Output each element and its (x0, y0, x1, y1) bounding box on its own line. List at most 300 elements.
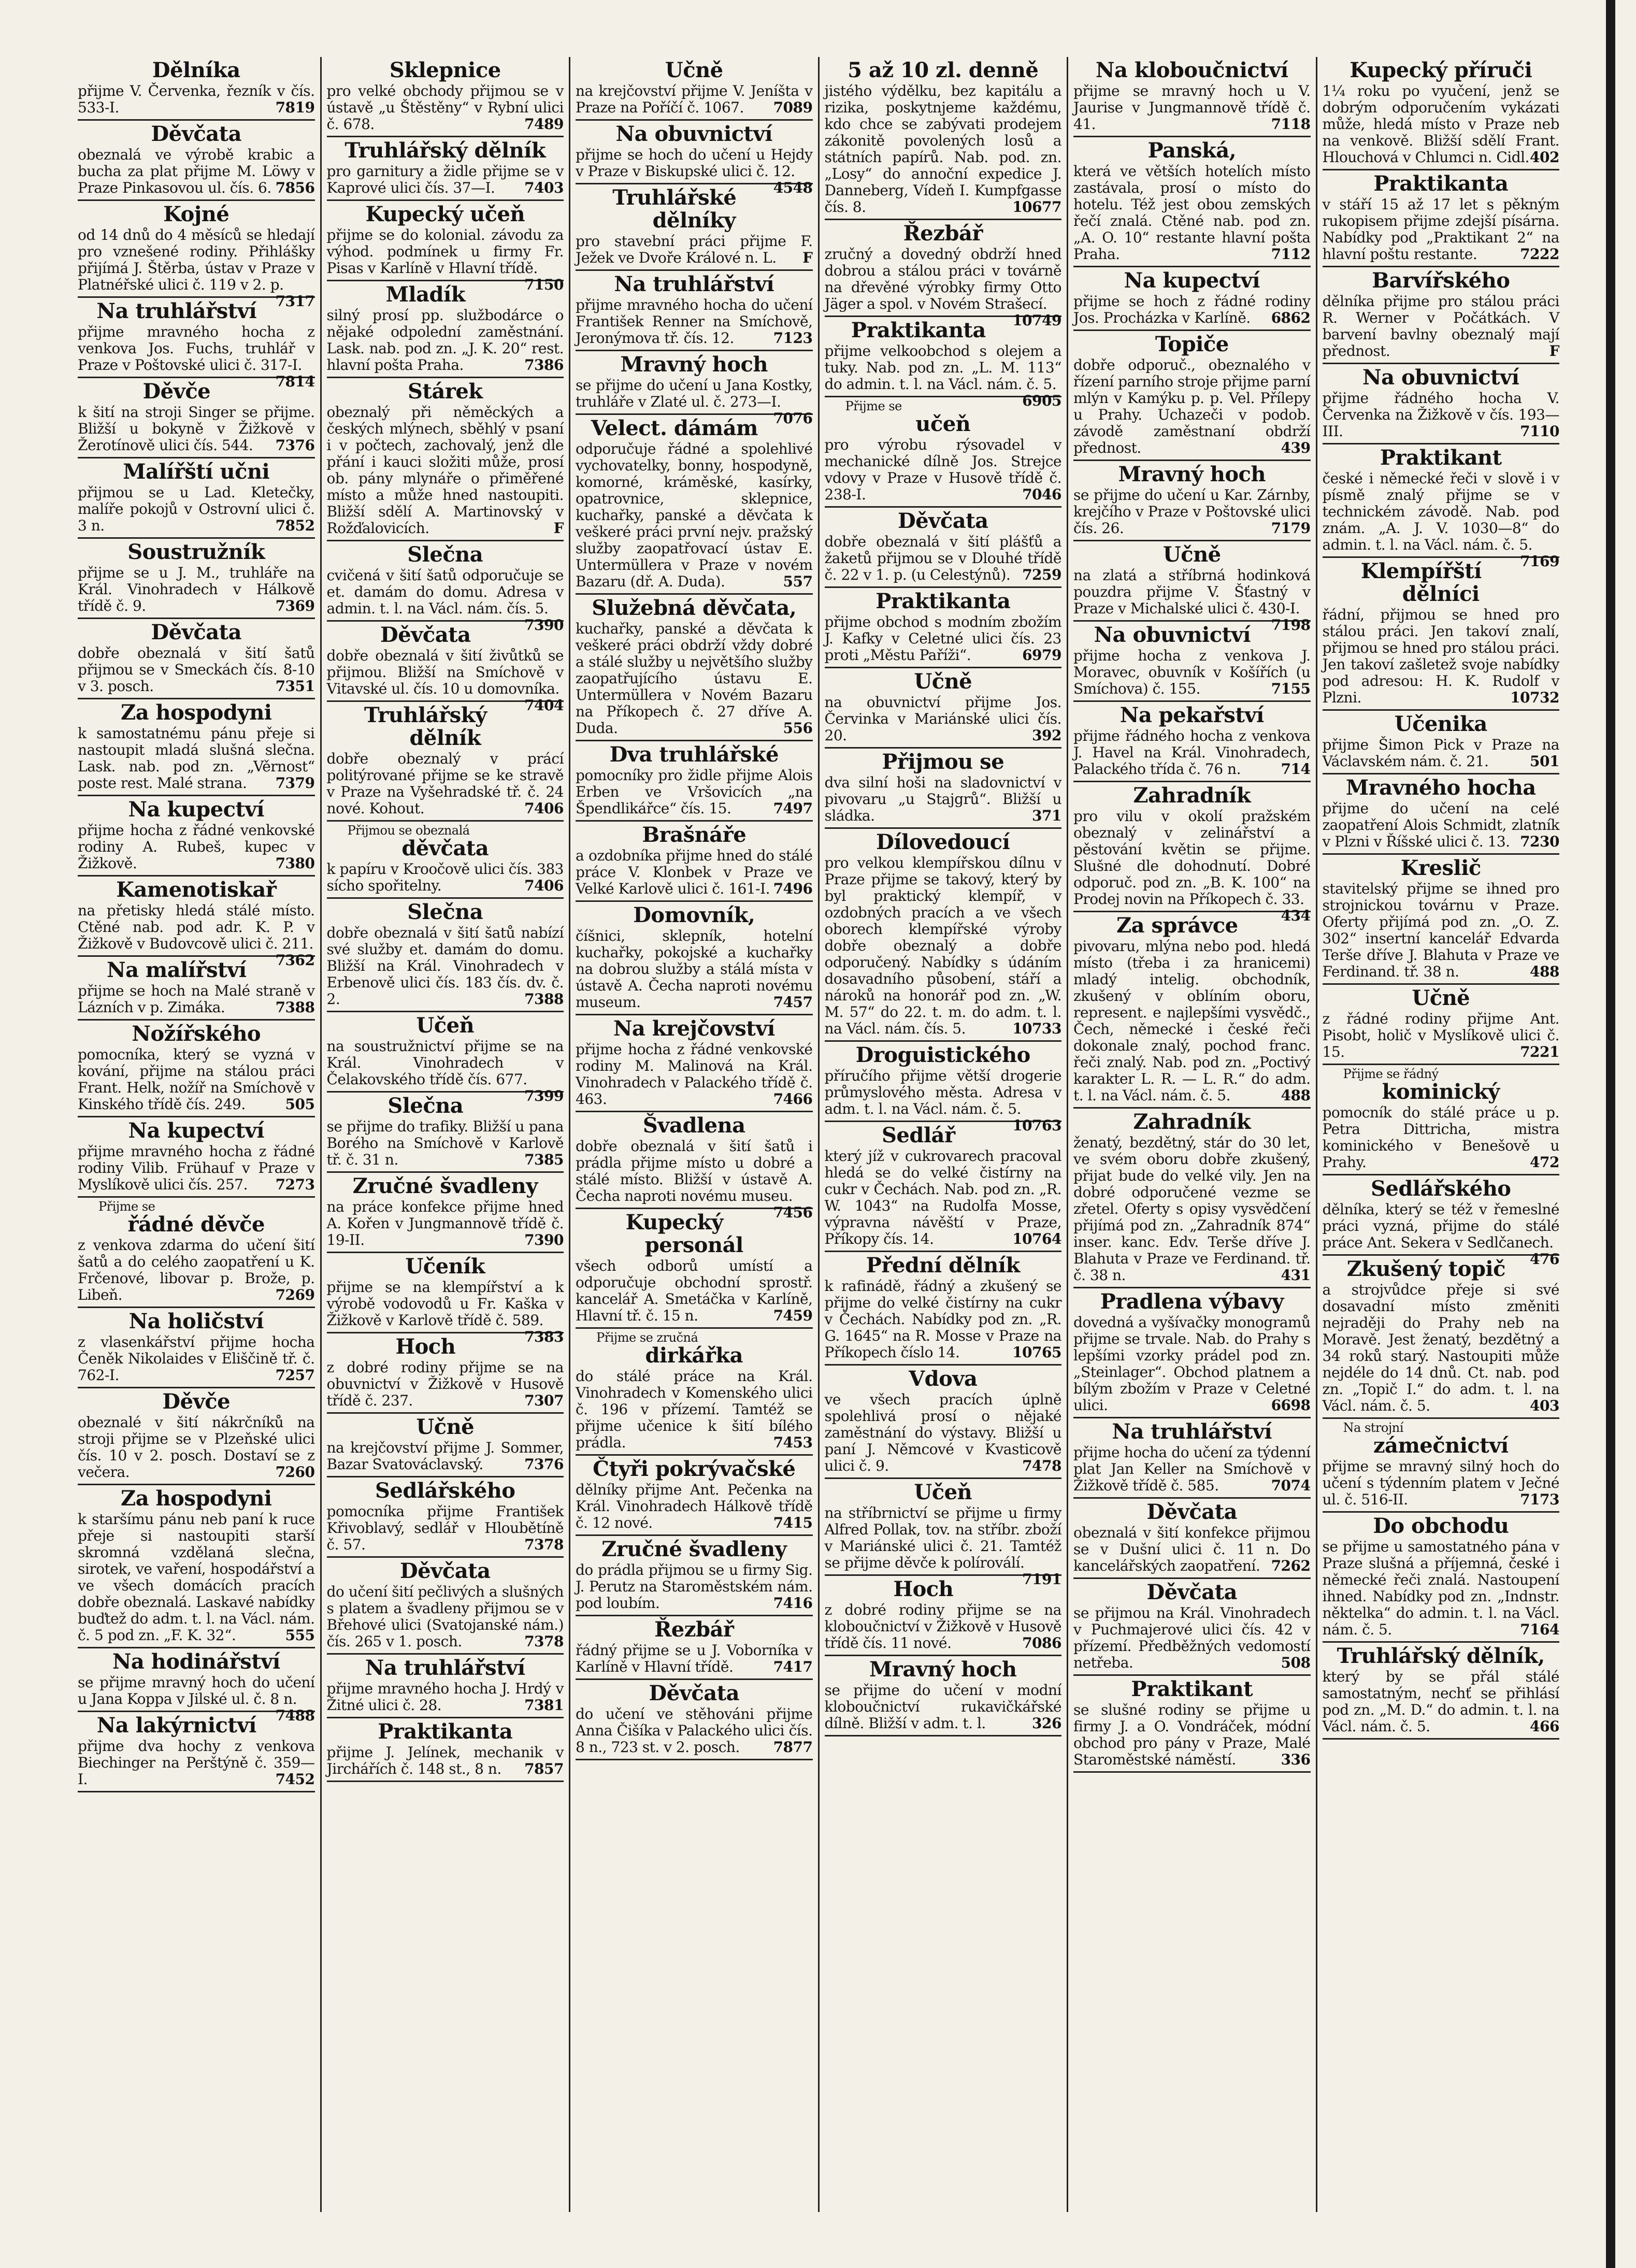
ad-heading: Slečna (388, 1094, 464, 1118)
ad-heading: Pradlena výbavy (1100, 1289, 1284, 1314)
ad-body: přijme mravného hocha do učení František Renner na Smíchově, Jeronýmova tř. čís. 12. (576, 296, 813, 347)
ad-heading: Sedlářského (1371, 1176, 1511, 1201)
classified-ad (825, 1122, 1062, 1252)
ad-code: 7198 (1271, 616, 1311, 634)
ad-code: 7317 (275, 293, 315, 310)
ad-heading: Truhlářský dělník (364, 703, 487, 750)
ad-heading: Děvčata (380, 623, 471, 647)
ad-body: který by se přál stálé samostatným, nechť se přihlásí pod zn. „M. D.“ do admin. t. l. na Václ. nám. č. 5. (1322, 1668, 1559, 1735)
ad-body: se přijme do učení u Jana Kostky, truhláře v Zlaté ul. č. 273—I. (576, 377, 813, 410)
ad-code: 7164 (1520, 1621, 1559, 1638)
ad-body: dobře obeznalá v šití živůtků se přijmou. Bližší na Smíchově v Vitavské ul. čís. 10 u domovníka. (326, 647, 564, 697)
classified-ad (1323, 1643, 1560, 1740)
ad-body: dělníka přijme pro stálou práci R. Werner v Počátkách. V barvení bavlny obeznalý mají přednost. (1322, 293, 1559, 360)
ad-body: pomocníky pro židle přijme Alois Erben ve Vršovicích „na Špendlikářce“ čís. 15. (576, 767, 813, 817)
ad-code: 7376 (524, 1456, 564, 1473)
classified-ad (1323, 57, 1560, 170)
ad-heading: Kreslič (1400, 856, 1481, 880)
ad-code: 6905 (1022, 392, 1061, 409)
classified-ad (1073, 1109, 1311, 1288)
classified-ad (576, 351, 813, 427)
ad-body: ve všech pracích úplně spolehlivá prosí o nějaké zaměstnání do výstavy. Bližší u paní J. Němcové v Kvasticově ulici č. 9. (824, 1391, 1061, 1474)
ad-body: pro velkou klempířskou dílnu v Praze přijme se takový, který by byl praktický klempíř, v ozdobných pracích a ve všech oborech klempířské výroby dobře obeznalý a dobře odporučený. Nabídky s údáním dosavadního působení, stáří a nároků na honorář pod zn. „W. M. 57“ do 22. t. m. do adm. t. l. na Václ. nám. čís. 5. (824, 854, 1061, 1037)
ad-code: 431 (1281, 1267, 1311, 1284)
ad-body: dobře obeznalá v šití šatů přijmou se v Smeckách čís. 8-10 v 3. posch. (78, 644, 315, 695)
ad-heading: Panská, (1147, 138, 1237, 163)
ad-code: 7489 (524, 116, 564, 133)
ad-heading: Na obuvnictví (1362, 365, 1519, 390)
ad-body: se přijme do trafiky. Bližší u pana Borého na Smíchově v Karlově tř. č. 31 n. (326, 1118, 564, 1168)
ad-body: stavitelský přijme se ihned pro strojnickou továrnu v Praze. Oferty přijímá pod zn. „O. Z. 302“ insertní kancelář Edvarda Terše dříve J. Blahuta v Praze ve Ferdinand. tř. 38 n. (1322, 880, 1559, 980)
ad-heading: Na lakýrnictví (96, 1713, 256, 1738)
ad-heading: Praktikant (1380, 446, 1502, 470)
ad-body: přijme obchod s modním zbožím J. Kafky v Celetné ulici čís. 23 proti „Městu Paříži“. (824, 613, 1061, 664)
ad-body: od 14 dnů do 4 měsíců se hledají pro vznešené rodiny. Přihlášky přijímá J. Štěrba, ústav v Praze v Platnéřské ulici č. 119 v 2. p. (78, 226, 315, 293)
ad-code: 7262 (1271, 1557, 1311, 1574)
classified-ad (1323, 364, 1560, 444)
ad-code: 7110 (1520, 423, 1559, 440)
classified-ad (78, 796, 315, 877)
ad-heading: Učně (416, 1415, 475, 1439)
ad-body: přijme V. Červenka, řezník v čís. 533-I. (78, 82, 315, 116)
ad-code: 7814 (275, 373, 315, 390)
classified-ad (576, 184, 813, 271)
ad-heading: Domovník, (633, 903, 755, 927)
ad-code: 6698 (1271, 1397, 1311, 1414)
ad-code: 7478 (1022, 1457, 1061, 1474)
ad-body: přijme se hoch na Malé straně v Lázních v p. Zimáka. (78, 982, 315, 1016)
classified-ad (825, 1576, 1062, 1656)
ad-code: 488 (1281, 1087, 1311, 1104)
ad-body: dobře obeznalý v prácí politýrované přijme se ke stravě v Praze na Vyšehradské tř. č. 24 nové. Kohout. (326, 750, 564, 817)
ad-heading: Zkušený topič (1346, 1257, 1505, 1281)
ad-body: se přijme do učení u Kar. Zárnby, krejčího v Praze v Poštovské ulici čís. 26. (1073, 486, 1311, 537)
ad-body: který jíž v cukrovarech pracoval hledá se do velké čistírny na cukr v Čechách. Nab. pod zn. „R. W. 1043“ na Rudolfa Mosse, výpravna návěští v Praze, Příkopy čís. 14. (824, 1147, 1061, 1247)
classified-page (73, 57, 1565, 2212)
ad-body: dobře obeznalá v šití šatů nabízí své služby et. damám do domu. Bližší na Král. Vinohradech v Erbenově ulici čís. 183 čís. dv. č. 2. (326, 924, 564, 1008)
classified-ad (78, 1485, 315, 1648)
ad-heading: Slečna (407, 542, 483, 567)
ad-body: do prádla přijmou se u firmy Sig. J. Perutz na Staroměstském nám. pod loubím. (576, 1561, 813, 1612)
classified-ad (327, 281, 564, 378)
ad-code: 476 (1530, 1251, 1559, 1268)
classified-ad (1323, 855, 1560, 985)
ad-code: 7376 (275, 437, 315, 454)
ad-body: přijme řádného hocha V. Červenka na Žižkově v čís. 193—III. (1322, 390, 1559, 440)
ad-heading: Mravný hoch (620, 352, 768, 377)
ad-body: k papíru v Kroočově ulici čís. 383 sícho spořitelny. (326, 860, 564, 894)
ad-code: 7076 (773, 410, 813, 427)
ad-code: 7378 (524, 1633, 564, 1650)
ad-code: 7390 (524, 1231, 564, 1248)
classified-ad (327, 899, 564, 1012)
ad-body: do stálé práce na Král. Vinohradech v Komenského ulici č. 196 v přízemí. Tamtéž se přijme učenice k šití bílého prádla. (576, 1368, 813, 1451)
ad-heading: Zručné švadleny (601, 1537, 787, 1561)
ad-code: 7456 (773, 1204, 813, 1221)
ad-body: dobře odporuč., obeznalého v řízení parního stroje přijme parní mlýn v Kamýku p. p. Vel. Přílepy u Prahy. Uchazeči v podob. závodě zaměstnaní obdrží přednost. (1073, 356, 1311, 456)
ad-code: 7269 (275, 1286, 315, 1303)
classified-ad (1322, 444, 1560, 570)
ad-code: 555 (285, 1627, 315, 1644)
classified-ad (576, 1616, 813, 1680)
classified-ad (825, 668, 1062, 749)
ad-body: přijme hocha do učení za týdenní plat Jan Keller na Smíchově v Žižkově třídě č. 585. (1073, 1444, 1311, 1494)
ad-preheading: Přijme se (845, 399, 902, 413)
page-edge (1606, 0, 1615, 2268)
ad-heading: Barvířského (1372, 268, 1510, 293)
classified-ad (78, 121, 315, 201)
ad-heading: Sklepnice (389, 58, 501, 82)
ad-body: dělníka, který se též v řemeslné práci vyzná, přijme do stálé práce Ant. Sekera v Sedlčanech. (1322, 1201, 1559, 1251)
ad-code: 7221 (1520, 1043, 1559, 1060)
ad-heading: Do obchodu (1373, 1514, 1509, 1538)
ad-heading: Topiče (1155, 332, 1229, 356)
classified-ad (78, 877, 315, 969)
ad-heading: Malířští učni (123, 460, 270, 484)
classified-ad (576, 121, 813, 196)
classified-ad (825, 397, 1062, 508)
ad-body: z dobré rodiny přijme se na kloboučnictví v Žižkově v Husově třídě čís. 11 nové. (824, 1601, 1061, 1652)
ad-heading: Soustružník (127, 540, 265, 564)
classified-ad (78, 1021, 315, 1117)
ad-code: F (553, 520, 564, 537)
ad-heading: Děvčata (1146, 1580, 1238, 1604)
ad-heading: Děvčata (399, 1559, 491, 1583)
ad-body: přijmou se u Lad. Kletečky, malíře pokojů v Ostrovní ulici č. 3 n. (78, 484, 315, 534)
ad-code: 557 (783, 573, 813, 590)
ad-code: 7381 (524, 1697, 564, 1714)
classified-ad (1322, 1175, 1560, 1268)
ad-body: všech odborů umístí a odporučuje obchodní sprostř. kancelář A. Smetáčka v Karlíně, Hlavní tř. č. 15 n. (576, 1257, 813, 1324)
classified-ad (825, 57, 1062, 220)
classified-ad (78, 201, 315, 310)
ad-body: do učení šití pečlivých a slušných s platem a švadleny přijmou se v Břehové ulici (Svatojanské nám.) čís. 265 v 1. posch. (326, 1583, 564, 1650)
classified-ad (825, 829, 1062, 1042)
ad-code: 7406 (524, 877, 564, 894)
ad-heading: učeň (915, 412, 971, 436)
ad-code: 472 (1530, 1154, 1559, 1171)
ad-heading: děvčata (401, 836, 489, 860)
ad-heading: Kojné (163, 202, 229, 226)
ad-code: 10763 (1012, 1117, 1061, 1134)
ad-code: 7380 (275, 855, 315, 872)
classified-ad (1073, 331, 1311, 461)
ad-heading: Truhlářské dělníky (612, 185, 737, 233)
ad-code: 7379 (275, 774, 315, 792)
classified-ad (327, 702, 564, 822)
ad-body: obeznalý při něměckých a českých mlýnech, sběhlý v psaní i v počtech, zachovalý, jenž dle přání i kauci složiti může, prosí ob. pány mlynáře o přiměřené místo a může hned nastoupiti. Bližší sdělí A. Martinovský v Rožďalovicích. (326, 404, 564, 537)
ad-heading: Za hospodyni (121, 1486, 272, 1511)
ad-code: 7155 (1271, 680, 1311, 697)
classified-ad (327, 1655, 564, 1718)
ad-heading: Na truhlářství (614, 272, 774, 296)
classified-ad (78, 298, 315, 390)
ad-heading: Učně (914, 669, 972, 694)
ad-body: dobře obeznalá v šití plášťů a žaketů přijmou se v Dlouhé třídě č. 22 v 1. p. (u Celestýnů). (824, 533, 1061, 583)
ad-heading: Mravného hocha (1345, 776, 1536, 800)
ad-body: přijme mravného hocha z venkova Jos. Fuchs, truhlář v Praze v Poštovské ulici č. 317-I. (78, 323, 315, 374)
classified-ad (1073, 461, 1311, 541)
ad-body: přijme hocha z řádné venkovské rodiny A. Rubeš, kupec v Žižkově. (78, 822, 315, 872)
ad-code: 7877 (773, 1739, 813, 1756)
classified-ad (824, 220, 1062, 329)
ad-code: 10749 (1012, 312, 1061, 329)
ad-body: dva silní hoši na sladovnictví v pivovaru „u Stajgrů“. Bližší u sládka. (824, 774, 1061, 824)
ad-heading: Učně (1163, 542, 1221, 567)
ad-heading: Truhlářský dělník, (1337, 1644, 1545, 1668)
ad-body: obeznalé v šití nákrčníků na stroji přijme se v Plzeňské ulici čís. 10 v 2. posch. Dostaví se z večera. (78, 1414, 315, 1481)
classified-ad (326, 1012, 564, 1104)
ad-heading: Na obuvnictví (1094, 623, 1251, 647)
classified-ad (326, 201, 564, 293)
classified-ad (1073, 1579, 1311, 1676)
ad-body: do učení ve stěhováni přijme Anna Čišíka v Palackého ulici čís. 8 n., 723 st. v 2. posch. (576, 1705, 813, 1756)
classified-ad (1073, 622, 1311, 702)
ad-body: řádný přijme se u J. Voborníka v Karlíně v Hlavní třídě. (576, 1642, 813, 1675)
ad-code: 10732 (1510, 689, 1559, 706)
ad-body: pomocník do stálé práce u p. Petra Dittricha, mistra kominického v Benešově u Prahy. (1322, 1104, 1559, 1171)
ad-code: 505 (285, 1096, 315, 1113)
ad-heading: Děvče (162, 1389, 231, 1414)
ad-code: 7406 (524, 800, 564, 817)
ad-code: 7497 (773, 800, 813, 817)
ad-heading: Hoch (893, 1577, 954, 1601)
classified-ad (1073, 1418, 1311, 1499)
ad-body: na stříbrnictví se přijme u firmy Alfred Pollak, tov. na stříbr. zboží v Mariánské ulici č. 21. Tamtéž se přijme děvče k políroválí. (824, 1504, 1061, 1571)
ad-heading: řádné děvče (127, 1212, 265, 1237)
ad-body: na soustružnictví přijme se na Král. Vinohradech v Čelakovského třídě čís. 677. (326, 1038, 564, 1088)
ad-code: 7388 (275, 999, 315, 1016)
classified-ad (825, 588, 1062, 668)
ad-heading: Učně (1412, 986, 1470, 1010)
ad-code: 402 (1530, 149, 1559, 166)
ad-body: kuchařky, panské a děvčata k veškeré práci obdrží vždy dobré a stálé služby u největšího služby zaopatřujícího ústavu E. Untermüllera v Novém Bazaru na Příkopech č. 27 dříve A. Duda. (576, 620, 813, 737)
ad-body: na přetisky hledá stálé místo. Ctěné nab. pod adr. K. P. v Žižkově v Budovcově ulici č. 211. (78, 902, 315, 952)
classified-ad (1323, 1065, 1560, 1175)
column-6 (1316, 57, 1565, 2212)
classified-ad (1073, 1288, 1311, 1418)
ad-heading: Zahradník (1133, 783, 1251, 808)
ad-body: z řádné rodiny přijme Ant. Pisobt, holič v Myslíkově ulici č. 15. (1322, 1010, 1559, 1060)
ad-body: se přijme u samostatného pána v Praze slušná a příjemná, české i německé řeči znalá. Nastoupení ihned. Nabídky pod zn. „Indnstr. něktelka“ do admin. t. l. na Václ. nám. č. 5. (1322, 1538, 1559, 1638)
ad-code: 7273 (275, 1176, 315, 1193)
ad-body: zručný a dovedný obdrží hned dobrou a stálou práci v továrně na dřevěné výrobky firmy Otto Jäger a spol. v Novém Strašecí. (824, 246, 1061, 312)
ad-body: přijme se na klempířství a k výrobě vodovodů u Fr. Kaška v Žižkově v Karlově třídě č. 589. (326, 1279, 564, 1329)
ad-heading: Na krejčovství (613, 1016, 775, 1041)
ad-body: na krejčovství přijme V. Jeníšta v Praze na Poříčí č. 1067. (576, 82, 813, 116)
ad-code: 403 (1530, 1397, 1559, 1414)
classified-ad (576, 595, 813, 741)
ad-heading: Na pekařství (1120, 703, 1264, 727)
classified-ad (825, 749, 1062, 829)
ad-preheading: Přijme se (98, 1199, 155, 1214)
ad-heading: Na kupectví (128, 1118, 264, 1143)
ad-body: z dobré rodiny přijme se na obuvnictví v Žižkově v Husově třídě č. 237. (326, 1359, 564, 1409)
ad-heading: Na truhlářství (96, 299, 257, 323)
ad-code: 7488 (275, 1707, 315, 1724)
ad-heading: Slečna (407, 900, 483, 924)
ad-heading: Děvčata (897, 509, 988, 533)
ad-heading: Učeník (405, 1254, 485, 1279)
classified-ad (326, 541, 564, 634)
ad-code: 7383 (524, 1328, 564, 1345)
ad-heading: Řezbář (654, 1617, 734, 1642)
ad-heading: Na kloboučnictví (1095, 58, 1288, 82)
classified-ad (78, 57, 315, 121)
ad-body: dělníky přijme Ant. Pečenka na Král. Vinohradech Hálkově třídě č. 12 nové. (576, 1481, 813, 1531)
classified-ad (1323, 711, 1560, 774)
classified-ad (78, 378, 315, 458)
ad-body: 1¼ roku po vyučení, jenž se dobrým odporučením vykázati může, hledá místo v Praze neb na venkově. Bližší sdělí Frant. Hlouchová v Chlumci n. Cidl. (1322, 82, 1559, 166)
ad-code: 7222 (1520, 246, 1559, 263)
ad-code: 7378 (524, 1536, 564, 1553)
ad-body: v stáří 15 až 17 let s pěkným rukopisem přijme zdejší písárna. Nabídky pod „Praktikant 2“ na hlavní poštu restante. (1322, 196, 1559, 263)
classified-ad (78, 1388, 315, 1485)
ad-body: k staršímu pánu neb paní k ruce přeje si nastoupiti starší skromná vzdělaná slečna, sirotek, ve vaření, hospodářství a ve všech domácích pracích dobře obeznalá. Laskavé nabídky buďtež do adm. t. l. na Václ. nám. č. 5 pod zn. „F. K. 32“. (78, 1511, 315, 1644)
classified-ad (327, 1718, 564, 1782)
classified-ad (825, 1656, 1062, 1736)
ad-code: 7260 (275, 1463, 315, 1481)
ad-heading: Za hospodyni (121, 700, 272, 725)
ad-body: přijme hocha z řádné venkovské rodiny M. Malinová na Král. Vinohradech v Palackého třídě č. 463. (576, 1041, 813, 1108)
ad-heading: Přijmou se (882, 750, 1004, 774)
classified-ad (327, 57, 564, 137)
classified-ad (576, 415, 813, 595)
ad-body: se přijme do učení v modní kloboučnictví rukavičkářské dílně. Bližší v adm. t. l. (824, 1682, 1061, 1732)
classified-ad (1323, 170, 1560, 267)
ad-body: přijme Šimon Pick v Praze na Václavském nám. č. 21. (1322, 736, 1559, 770)
classified-ad (327, 137, 564, 201)
ad-heading: Na hodinářství (112, 1649, 280, 1674)
ad-body: k rafinádě, řádný a zkušený se přijme do velké čistírny na cukr v Čechách. Nabídky pod zn. „R. G. 1645“ na R. Mosse v Praze na Příkopech číslo 14. (824, 1277, 1061, 1361)
ad-code: 7191 (1022, 1571, 1061, 1588)
ad-body: na obuvnictví přijme Jos. Červinka v Mariánské ulici čís. 20. (824, 694, 1061, 744)
classified-ad (1073, 137, 1311, 267)
column-2 (320, 57, 569, 2212)
ad-code: 7351 (275, 678, 315, 695)
ad-code: 7362 (275, 952, 315, 969)
classified-ad (576, 741, 813, 822)
ad-code: 7404 (524, 697, 564, 714)
classified-ad (78, 699, 315, 796)
ad-heading: Mladík (385, 282, 465, 307)
ad-heading: Kupecký učeň (365, 202, 525, 226)
ad-code: 7856 (275, 179, 315, 196)
ad-code: 6979 (1022, 647, 1061, 664)
ad-body: obeznalá ve výrobě krabic a bucha za plat přijme M. Löwy v Praze Pinkasovou ul. čís. 6. (78, 146, 315, 196)
classified-ad (576, 1536, 813, 1616)
ad-heading: Klempířští dělníci (1360, 559, 1482, 606)
ad-code: 7852 (275, 517, 315, 534)
classified-ad (1073, 782, 1311, 924)
ad-heading: Droguistického (855, 1043, 1030, 1067)
ad-body: na práce konfekce přijme hned A. Kořen v Jungmannově třídě č. 19-II. (326, 1198, 564, 1248)
classified-ad (327, 1093, 564, 1173)
ad-heading: Na truhlářství (365, 1656, 525, 1680)
ad-heading: 5 až 10 zl. denně (848, 58, 1039, 82)
ad-code: 7086 (1022, 1634, 1061, 1652)
ad-code: 371 (1032, 807, 1061, 824)
ad-body: z vlasenkářství přijme hocha Čeněk Nikolaides v Eliščině tř. č. 762-I. (78, 1333, 315, 1384)
ad-body: cvičená v šití šatů odporučuje se et. damám do domu. Adresa v admin. t. l. na Václ. nám. čís. 5. (326, 567, 564, 617)
ad-code: 714 (1281, 760, 1311, 778)
ad-body: pivovaru, mlýna nebo pod. hledá místo (třeba i za hranicemi) mladý intelig. obchodník, zkušený v oblíním oboru, represent. e najlepšími vysvědč., Čech, německé i české řeči dokonale znalý, pochod franc. řeči znalý. Nab. pod zn. „Poctivý karakter L. R. — L. R.“ do adm. t. l. na Václ. nám. č. 5. (1073, 938, 1311, 1104)
ad-code: 7173 (1520, 1491, 1559, 1508)
ad-code: 7459 (773, 1307, 813, 1324)
ad-body: se přijmou na Král. Vinohradech v Puchmajerové ulici čís. 42 v přízemí. Předběžných vedomostí netřeba. (1073, 1604, 1311, 1671)
classified-ad (1073, 1676, 1311, 1773)
classified-ad (78, 619, 315, 699)
ad-code: 4548 (773, 179, 813, 196)
ad-preheading: Na strojní (1343, 1420, 1403, 1435)
ad-heading: Kupecký personál (625, 1210, 743, 1257)
classified-ad (576, 1329, 813, 1456)
classified-ad (1323, 267, 1560, 364)
ad-heading: Brašnáře (642, 823, 747, 847)
ad-body: dobře obeznalá v šití šatů i prádla přijme místo u dobré a stálé místo. Bližší v ústavě A. Čecha naproti novému museu. (576, 1138, 813, 1204)
ad-body: pro výrobu rýsovadel v mechanické dílně Jos. Strejce vdovy v Praze v Husově třídě č. 238-I. (824, 436, 1061, 503)
ad-code: 7417 (773, 1658, 813, 1675)
classified-ad (576, 902, 813, 1015)
ad-body: české i německé řeči v slově i v písmě znalý přijme se v technickém závodě. Nab. pod znám. „A. J. V. 1030—8“ do admin. t. l. na Václ. nám. č. 5. (1322, 470, 1559, 553)
ad-heading: Čtyři pokrývačské (593, 1457, 796, 1481)
ad-heading: Na kupectví (128, 797, 264, 822)
ad-code: 10733 (1012, 1020, 1061, 1037)
ad-body: na zlatá a stříbrná hodinková pouzdra přijme V. Šťastný v Praze v Michalské ulici č. 430-I. (1073, 567, 1311, 617)
classified-ad (1323, 1256, 1560, 1419)
ad-body: pomocníka přijme František Křivoblavý, sedlář v Hloubětíně č. 57. (326, 1503, 564, 1553)
ad-body: přijme hocha z venkova J. Moravec, obuvník v Košířích (u Smíchova) č. 155. (1073, 647, 1311, 697)
ad-body: pro vilu v okolí pražském obeznalý v zelinářství a pěstování květin se přijme. Slušné dle dohodnutí. Dobré odporuč. pod zn. „B. K. 100“ na Prodej novin na Příkopech č. 33. (1073, 808, 1311, 908)
ad-body: přijme mravného hocha J. Hrdý v Žitné ulici č. 28. (326, 1680, 564, 1714)
classified-ad (326, 1253, 564, 1345)
ad-heading: Praktikanta (1373, 171, 1509, 196)
ad-preheading: Přijmou se obeznalá (347, 823, 470, 838)
column-1 (73, 57, 320, 2212)
ad-code: 7388 (524, 991, 564, 1008)
classified-ad (1323, 558, 1560, 711)
ad-code: 7452 (275, 1771, 315, 1788)
ad-heading: Zahradník (1133, 1110, 1251, 1134)
ad-code: 7466 (773, 1090, 813, 1108)
ad-code: 434 (1281, 907, 1311, 924)
classified-ad (576, 57, 813, 121)
ad-body: příručího přijme větší drogerie průmyslového města. Adresa v adm. t. l. na Václ. nám. č. 5. (824, 1067, 1061, 1117)
classified-ad (1323, 1419, 1560, 1513)
ad-body: odporučuje řádné a spolehlivé vychovatelky, bonny, hospodyně, komorné, kráměské, kasírky, opatrovnice, sklepnice, kuchařky, panské a děvčata k veškeré práci první nejv. pražský služby zaopatřovací ústav E. Untermüllera v Praze v novém Bazaru (dř. A. Duda). (576, 440, 813, 590)
ad-heading: Stárek (407, 379, 483, 404)
ad-body: přijme se hoch do učení u Hejdy v Praze v Biskupské ulici č. 12. (576, 146, 813, 180)
ad-code: F (802, 249, 813, 266)
ad-heading: Řezbář (903, 221, 983, 246)
ad-body: pomocníka, který se vyzná v kování, přijme na stálou práci Frant. Helk, nožíř na Smíchově v Kinského třídě čís. 249. (78, 1046, 315, 1113)
ad-body: přijme mravného hocha z řádné rodiny Vilib. Frühauf v Praze v Myslíkově ulici čís. 257. (78, 1143, 315, 1193)
ad-heading: Dva truhlářské (609, 742, 779, 767)
classified-ad (78, 458, 315, 539)
ad-code: 7819 (275, 99, 315, 116)
ad-heading: Za správce (1116, 913, 1238, 938)
classified-ad (1323, 985, 1560, 1065)
ad-heading: Přední dělník (866, 1253, 1020, 1277)
column-3 (569, 57, 818, 2212)
ad-heading: Sedlář (882, 1123, 955, 1147)
ad-code: 7453 (773, 1434, 813, 1451)
classified-ad (1323, 774, 1560, 855)
ad-heading: Hoch (395, 1334, 456, 1359)
ad-body: k šití na stroji Singer se přijme. Bližší u bokyně v Žižkově v Žerotínově ulici čís. 544. (78, 404, 315, 454)
classified-ad (78, 539, 315, 619)
ad-body: ženatý, bezdětný, stár do 30 let, ve svém oboru dobře zkušený, přijat bude do velké vily. Jen na dobré odporučené vezme se zřetel. Oferty s opisy vysvědčení přijímá pod zn. „Zahradník 874“ inser. kanc. Edv. Terše dříve J. Blahuta v Praze ve Ferdinand. tř. č. 38 n. (1073, 1134, 1311, 1284)
